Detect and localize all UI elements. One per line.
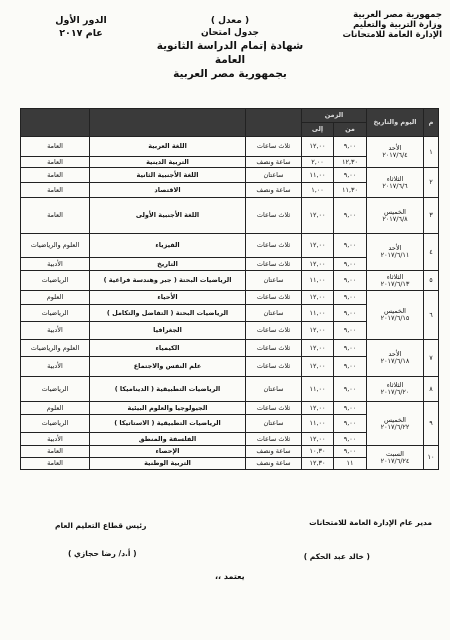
- row-number-cell: ٣: [424, 198, 439, 234]
- round-year-block: [46, 14, 116, 40]
- day-date-cell: [367, 377, 424, 402]
- exam-day: الأحد: [388, 350, 402, 358]
- exam-schedule-table: [20, 108, 439, 470]
- sector-head-title: رئيس قطاع التعليم العام: [55, 521, 147, 530]
- duration-cell: ثلاث ساعات: [246, 322, 302, 340]
- exam-date: ٢٠١٧/٦/٦: [382, 181, 408, 190]
- table-row: [21, 168, 439, 183]
- from-time-cell: ٩,٠٠: [334, 322, 367, 340]
- exam-day: الثلاثاء: [386, 381, 404, 389]
- to-time-cell: ١١,٠٠: [302, 377, 334, 402]
- to-time-cell: ١٢,٠٠: [302, 198, 334, 234]
- ministry-header: [334, 10, 442, 40]
- from-time-cell: ٩,٠٠: [334, 357, 367, 377]
- subject-cell: اللغة العربية: [90, 137, 246, 157]
- division-cell: العلوم والرياضيات: [21, 340, 90, 357]
- division-cell: العامة: [21, 198, 90, 234]
- row-number-cell: ٤: [424, 234, 439, 271]
- duration-cell: ثلاث ساعات: [246, 291, 302, 305]
- exam-date: ٢٠١٧/٦/٨: [382, 214, 408, 223]
- day-date-cell: [367, 446, 424, 470]
- to-time-cell: ١٢,٠٠: [302, 234, 334, 258]
- director-name: ( خالد عبد الحكم ): [303, 552, 370, 561]
- subject-cell: الاقتصاد: [90, 183, 246, 198]
- to-time-cell: ١١,٠٠: [302, 415, 334, 433]
- col-duration-header: [246, 109, 302, 137]
- from-time-cell: ٩,٠٠: [334, 415, 367, 433]
- exam-date: ٢٠١٧/٦/٢٢: [380, 422, 410, 431]
- division-cell: الرياضيات: [21, 271, 90, 291]
- from-time-cell: ٩,٠٠: [334, 433, 367, 446]
- subject-cell: الفلسفة والمنطق: [90, 433, 246, 446]
- to-time-cell: ١٢,٠٠: [302, 137, 334, 157]
- duration-cell: ساعة ونصف: [246, 446, 302, 458]
- to-time-cell: ١١,٠٠: [302, 271, 334, 291]
- subject-cell: اللغة الأجنبية الثانية: [90, 168, 246, 183]
- from-time-cell: ١١: [334, 458, 367, 470]
- division-cell: الأدبية: [21, 433, 90, 446]
- to-time-cell: ١٢,٠٠: [302, 291, 334, 305]
- to-time-cell: ١١,٠٠: [302, 168, 334, 183]
- subject-cell: الإحصاء: [90, 446, 246, 458]
- document-title-block: [150, 16, 310, 81]
- from-time-cell: ٩,٠٠: [334, 258, 367, 271]
- subject-cell: التربية الدينية: [90, 157, 246, 168]
- table-row: [21, 137, 439, 157]
- col-num-header: م: [424, 109, 439, 137]
- certificate-title: شهادة إتمام الدراسة الثانوية العامة: [156, 40, 304, 66]
- subject-cell: التاريخ: [90, 258, 246, 271]
- row-number-cell: ٥: [424, 271, 439, 291]
- from-time-cell: ٩,٠٠: [334, 137, 367, 157]
- exam-day: الخميس: [384, 207, 406, 216]
- table-row: [21, 271, 439, 291]
- division-cell: العامة: [21, 183, 90, 198]
- row-number-cell: ٢: [424, 168, 439, 198]
- duration-cell: ثلاث ساعات: [246, 340, 302, 357]
- duration-cell: ثلاث ساعات: [246, 137, 302, 157]
- exam-date: ٢٠١٧/٦/١١: [380, 251, 410, 259]
- to-time-cell: ١٢,٣٠: [302, 458, 334, 470]
- duration-cell: ثلاث ساعات: [246, 258, 302, 271]
- country-title: بجمهورية مصر العربية: [173, 68, 287, 80]
- exam-date: ٢٠١٧/٦/١٨: [380, 357, 410, 365]
- duration-cell: ساعة ونصف: [246, 183, 302, 198]
- subject-cell: التربية الوطنية: [90, 458, 246, 470]
- day-date-cell: [367, 271, 424, 291]
- subject-cell: الفيزياء: [90, 234, 246, 258]
- to-time-cell: ١٢,٠٠: [302, 402, 334, 415]
- col-subject-header: [90, 109, 246, 137]
- exam-day: السبت: [386, 449, 404, 458]
- to-time-cell: ١٢,٠٠: [302, 433, 334, 446]
- division-cell: الأدبية: [21, 258, 90, 271]
- col-day-header: اليوم والتاريخ: [367, 109, 424, 137]
- to-time-cell: ١٠,٣٠: [302, 446, 334, 458]
- table-row: [21, 234, 439, 258]
- col-to-header: إلى: [302, 123, 334, 137]
- table-row: [21, 198, 439, 234]
- subject-cell: الرياضيات التطبيقية ( الديناميكا ): [90, 377, 246, 402]
- to-time-cell: ١٢,٠٠: [302, 357, 334, 377]
- year-label: عام ٢٠١٧: [59, 28, 103, 39]
- division-cell: الأدبية: [21, 357, 90, 377]
- org-line-3: الإدارة العامة للامتحانات: [342, 30, 442, 40]
- row-number-cell: ٨: [424, 377, 439, 402]
- round-label: الدور الأول: [55, 15, 107, 26]
- row-number-cell: ٩: [424, 402, 439, 446]
- duration-cell: ثلاث ساعات: [246, 433, 302, 446]
- division-cell: العلوم: [21, 291, 90, 305]
- day-date-cell: [367, 168, 424, 198]
- from-time-cell: ٩,٠٠: [334, 168, 367, 183]
- org-line-1: جمهورية مصر العربية: [353, 10, 442, 20]
- table-row: [21, 402, 439, 415]
- table-row: [21, 340, 439, 357]
- day-date-cell: [367, 291, 424, 340]
- day-date-cell: [367, 198, 424, 234]
- exam-day: الخميس: [384, 415, 406, 424]
- division-cell: الرياضيات: [21, 377, 90, 402]
- subject-cell: الرياضيات البحتة ( التفاضل والتكامل ): [90, 305, 246, 322]
- division-cell: العلوم: [21, 402, 90, 415]
- row-number-cell: ١٠: [424, 446, 439, 470]
- exam-day: الخميس: [384, 307, 406, 315]
- to-time-cell: ١١,٠٠: [302, 305, 334, 322]
- from-time-cell: ٩,٠٠: [334, 291, 367, 305]
- division-cell: الرياضيات: [21, 305, 90, 322]
- table-row: [21, 446, 439, 458]
- division-cell: العامة: [21, 157, 90, 168]
- subject-cell: الجيولوجيا والعلوم البيئية: [90, 402, 246, 415]
- subject-cell: اللغة الأجنبية الأولى: [90, 198, 246, 234]
- duration-cell: ساعتان: [246, 168, 302, 183]
- subject-cell: الأحياء: [90, 291, 246, 305]
- org-line-2: وزارة التربية والتعليم: [353, 20, 442, 30]
- duration-cell: ثلاث ساعات: [246, 357, 302, 377]
- subject-cell: الكيمياء: [90, 340, 246, 357]
- exam-day: الثلاثاء: [386, 174, 404, 183]
- sector-head-name: ( أ.د/ رضا حجازي ): [68, 549, 137, 558]
- col-from-header: من: [334, 123, 367, 137]
- row-number-cell: ٧: [424, 340, 439, 377]
- day-date-cell: [367, 234, 424, 271]
- day-date-cell: [367, 402, 424, 446]
- duration-cell: ساعتان: [246, 305, 302, 322]
- day-date-cell: [367, 340, 424, 377]
- division-cell: العامة: [21, 458, 90, 470]
- row-number-cell: ٦: [424, 291, 439, 340]
- subject-cell: الرياضيات التطبيقية ( الاستاتيكا ): [90, 415, 246, 433]
- to-time-cell: ١,٠٠: [302, 183, 334, 198]
- duration-cell: ساعتان: [246, 271, 302, 291]
- exam-date: ٢٠١٧/٦/١٥: [380, 314, 410, 322]
- from-time-cell: ١٢,٣٠: [334, 157, 367, 168]
- subject-cell: الرياضيات البحتة ( جبر وهندسة فراغية ): [90, 271, 246, 291]
- table-title: جدول امتحان: [200, 28, 260, 38]
- to-time-cell: ١٢,٠٠: [302, 322, 334, 340]
- duration-cell: ساعتان: [246, 415, 302, 433]
- duration-cell: ثلاث ساعات: [246, 234, 302, 258]
- from-time-cell: ٩,٠٠: [334, 234, 367, 258]
- subject-cell: الجغرافيا: [90, 322, 246, 340]
- exam-day: الأحد: [388, 244, 402, 252]
- duration-cell: ساعة ونصف: [246, 157, 302, 168]
- exam-day: الثلاثاء: [386, 272, 404, 281]
- to-time-cell: ٢,٠٠: [302, 157, 334, 168]
- exam-date: ٢٠١٧/٦/٤: [382, 151, 408, 159]
- division-cell: العامة: [21, 137, 90, 157]
- row-number-cell: ١: [424, 137, 439, 168]
- to-time-cell: ١٢,٠٠: [302, 340, 334, 357]
- from-time-cell: ٩,٠٠: [334, 271, 367, 291]
- from-time-cell: ٩,٠٠: [334, 402, 367, 415]
- table-row: [21, 291, 439, 305]
- exam-date: ٢٠١٧/٦/٢٤: [380, 456, 410, 465]
- from-time-cell: ٩,٠٠: [334, 446, 367, 458]
- duration-cell: ثلاث ساعات: [246, 198, 302, 234]
- modified-label: ( معدل ): [210, 16, 250, 26]
- division-cell: الرياضيات: [21, 415, 90, 433]
- subject-cell: علم النفس والاجتماع: [90, 357, 246, 377]
- division-cell: العامة: [21, 168, 90, 183]
- from-time-cell: ٩,٠٠: [334, 340, 367, 357]
- exam-date: ٢٠١٧/٦/٢٠: [380, 388, 410, 396]
- duration-cell: ساعتان: [246, 377, 302, 402]
- exam-date: ٢٠١٧/٦/١٣: [380, 279, 410, 288]
- division-cell: العلوم والرياضيات: [21, 234, 90, 258]
- from-time-cell: ١١,٣٠: [334, 183, 367, 198]
- to-time-cell: ١٢,٠٠: [302, 258, 334, 271]
- col-time-header: الزمن: [302, 109, 367, 123]
- approval-label: يعتمد ،،: [215, 572, 245, 581]
- division-cell: الأدبية: [21, 322, 90, 340]
- table-row: [21, 377, 439, 402]
- col-division-header: [21, 109, 90, 137]
- from-time-cell: ٩,٠٠: [334, 305, 367, 322]
- division-cell: العامة: [21, 446, 90, 458]
- day-date-cell: [367, 137, 424, 168]
- exam-day: الأحد: [388, 144, 402, 152]
- duration-cell: ثلاث ساعات: [246, 402, 302, 415]
- schedule-body: [21, 137, 439, 470]
- duration-cell: ساعة ونصف: [246, 458, 302, 470]
- from-time-cell: ٩,٠٠: [334, 377, 367, 402]
- from-time-cell: ٩,٠٠: [334, 198, 367, 234]
- director-title: مدير عام الإدارة العامة للامتحانات: [309, 518, 432, 527]
